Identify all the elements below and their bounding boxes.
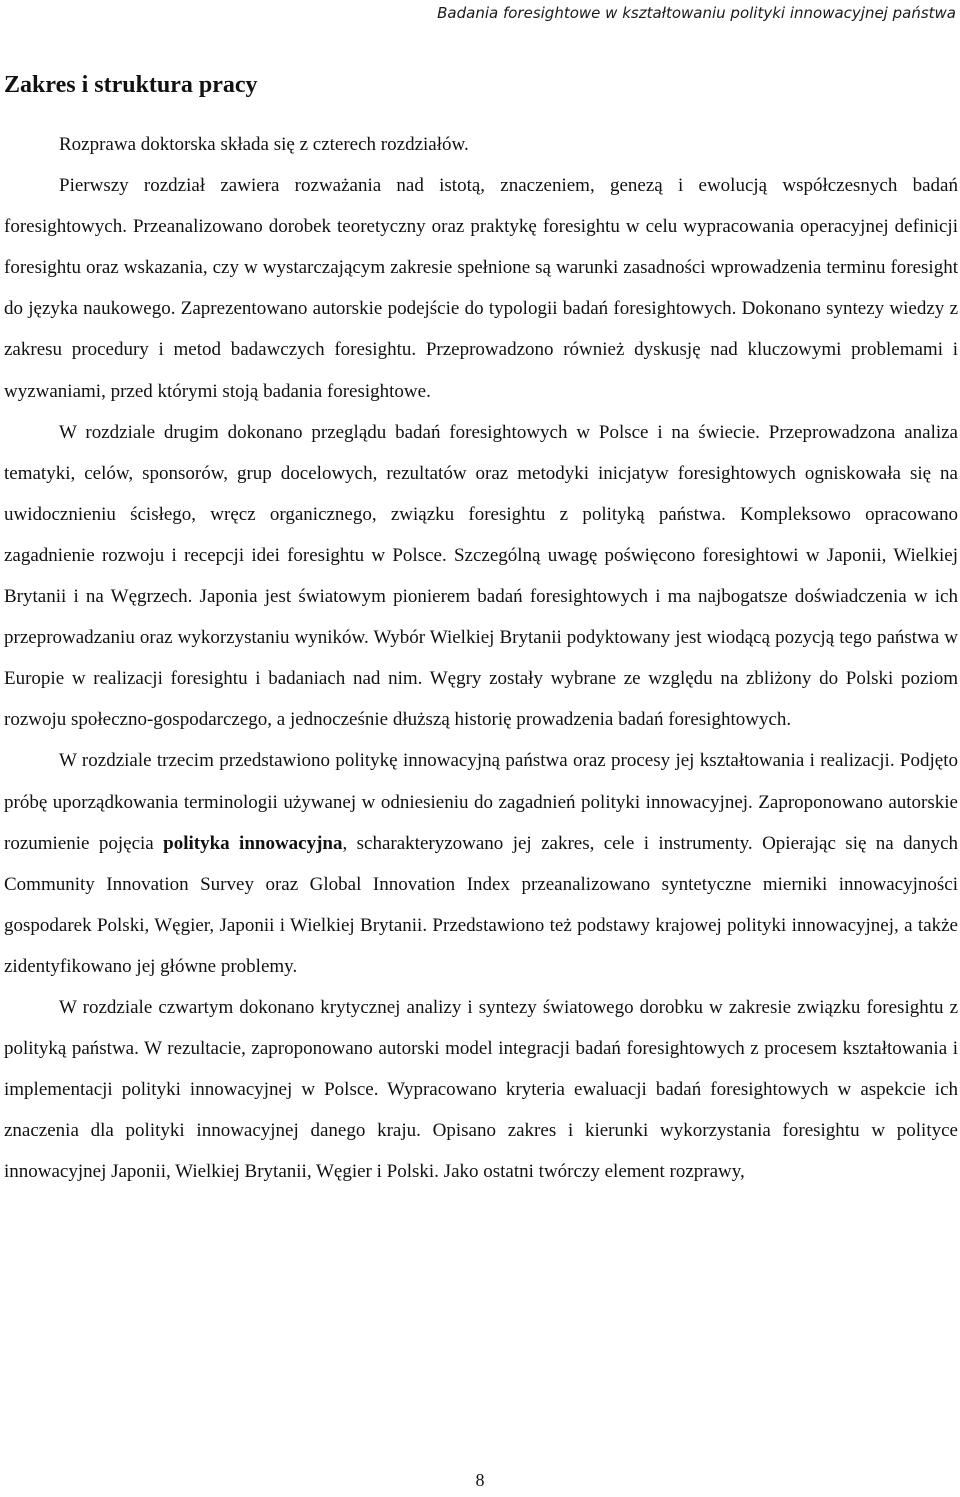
paragraph-chapter-3-part-2: , scharakteryzowano jej zakres, cele i instrumenty. Opierając się na danych Community Innovation Survey oraz Global Innovation Index przeanalizowano syntetyczne mierniki innowacyjności gospodarek Polski, Węgier, Japonii i Wielkiej Brytanii. Przedstawiono też podstawy krajowej polityki innowacyjnej, a także zidentyfikowano jej główne problemy. [4,832,958,977]
running-header: Badania foresightowe w kształtowaniu polityki innowacyjnej państwa [437,4,956,22]
term-polityka-innowacyjna: polityka innowacyjna [163,832,343,854]
paragraph-chapter-3 [4,740,958,987]
paragraph-chapter-2: W rozdziale drugim dokonano przeglądu badań foresightowych w Polsce i na świecie. Przeprowadzona analiza tematyki, celów, sponsorów, grup docelowych, rezultatów oraz metodyki inicjatyw foresightowych ogniskowała się na uwidocznieniu ścisłego, wręcz organicznego, związku foresightu z polityką państwa. Kompleksowo opracowano zagadnienie rozwoju i recepcji idei foresightu w Polsce. Szczególną uwagę poświęcono foresightowi w Japonii, Wielkiej Brytanii i na Węgrzech. Japonia jest światowym pionierem badań foresightowych i ma najbogatsze doświadczenia w ich przeprowadzaniu oraz wykorzystaniu wyników. Wybór Wielkiej Brytanii podyktowany jest wiodącą pozycją tego państwa w Europie w realizacji foresightu i badaniach nad nim. Węgry zostały wybrane ze względu na zbliżony do Polski poziom rozwoju społeczno-gospodarczego, a jednocześnie dłuższą historię prowadzenia badań foresightowych. [4,421,958,731]
page-number: 8 [475,1470,485,1490]
section-title: Zakres i struktura pracy [4,72,258,98]
paragraph-chapter-4: W rozdziale czwartym dokonano krytycznej analizy i syntezy światowego dorobku w zakresie związku foresightu z polityką państwa. W rezultacie, zaproponowano autorski model integracji badań foresightowych z procesem kształtowania i implementacji polityki innowacyjnej w Polsce. Wypracowano kryteria ewaluacji badań foresightowych w aspekcie ich znaczenia dla polityki innowacyjnej danego kraju. Opisano zakres i kierunki wykorzystania foresightu w polityce innowacyjnej Japonii, Wielkiej Brytanii, Węgier i Polski. Jako ostatni twórczy element rozprawy, [4,996,958,1183]
paragraph-chapter-1: Pierwszy rozdział zawiera rozważania nad istotą, znaczeniem, genezą i ewolucją współczesnych badań foresightowych. Przeanalizowano dorobek teoretyczny oraz praktykę foresightu w celu wypracowania operacyjnej definicji foresightu oraz wskazania, czy w wystarczającym zakresie spełnione są warunki zasadności wprowadzenia terminu foresight do języka naukowego. Zaprezentowano autorskie podejście do typologii badań foresightowych. Dokonano syntezy wiedzy z zakresu procedury i metod badawczych foresightu. Przeprowadzono również dyskusję nad kluczowymi problemami i wyzwaniami, przed którymi stoją badania foresightowe. [4,175,958,402]
paragraph-intro: Rozprawa doktorska składa się z czterech rozdziałów. [59,134,469,155]
body-text [4,124,958,1192]
paragraph-chapter-3-part-1: W rozdziale trzecim przedstawiono politykę innowacyjną państwa oraz procesy jej kształtowania i realizacji. Podjęto próbę uporządkowania terminologii używanej w odniesieniu do zagadnień polityki innowacyjnej. Zaproponowano autorskie rozumienie pojęcia [4,750,958,854]
